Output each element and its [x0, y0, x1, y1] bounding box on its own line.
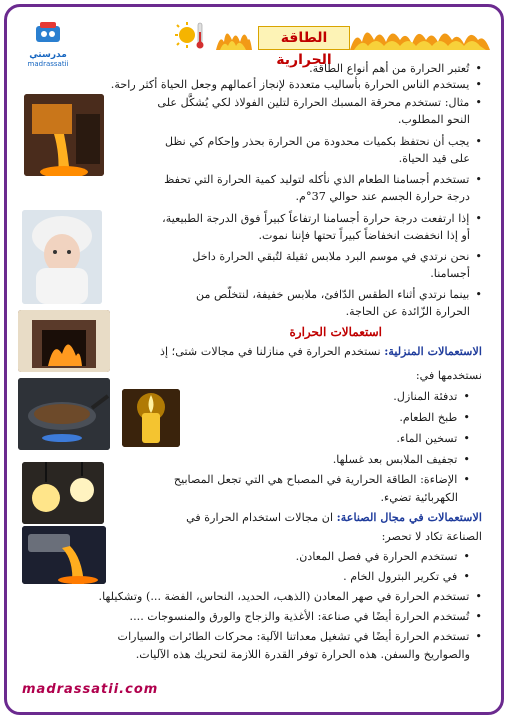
section-title: استعمالات الحرارة [289, 325, 382, 339]
cooking-pan-image [18, 378, 110, 450]
text-line: • نحن نرتدي في موسم البرد ملابس ثقيلة لتُبقي الحرارة داخل [192, 249, 482, 264]
logo-icon [30, 20, 66, 46]
text-line: الصناعة تكاد لا تحصر: [381, 530, 482, 543]
text-line: نستخدمها في: [415, 369, 482, 382]
logo-text: مدرستي [29, 50, 67, 60]
text-line: • تُعتبر الحرارة من أهم أنواع الطاقة. [309, 61, 482, 76]
list-item: • تستخدم الحرارة أيضًا في تشغيل معداتنا الآلية: محركات الطائرات والسيارات [118, 629, 482, 644]
list-item: • تسخين الماء. [396, 431, 470, 446]
page-title: الطاقة الحرارية [258, 26, 350, 50]
text-line: • إذا ارتفعت درجة حرارة أجسامنا ارتفاعاً كبيراً فوق الدرجة الطبيعية، [162, 211, 482, 226]
text-line: • بينما نرتدي أثناء الطقس الدّافئ، ملابس خفيفة، لنتخلّص من [196, 287, 482, 302]
fireplace-image [18, 310, 110, 372]
list-item: • تستخدم الحرارة في صهر المعادن (الذهب، الحديد، النحاس، الفضة ...) وتشكيلها. [99, 589, 482, 604]
list-item: الكهربائية تضيء. [380, 491, 458, 504]
text-line: • يجب أن نحتفظ بكميات محدودة من الحرارة بحذر وإحكام كي نظل [165, 134, 482, 149]
text-line: أجسامنا. [430, 267, 470, 280]
light-bulbs-image [22, 462, 104, 524]
text-line: النحو المطلوب. [397, 113, 470, 126]
foundry-image [24, 94, 104, 176]
text-line: • تستخدم أجسامنا الطعام الذي نأكله لتوليد كمية الحرارة التي تحفظ [164, 172, 482, 187]
text-line: • مثال: تستخدم محرقة المسبك الحرارة لتلين الفولاذ لكي يُشكَّل على [157, 95, 482, 110]
text-line: على قيد الحياة. [398, 152, 470, 165]
text-line: الاستعمالات في مجال الصناعة: ان مجالات استخدام الحرارة في [186, 510, 482, 524]
text-line: الاستعمالات المنزلية: نستخدم الحرارة في منازلنا في مجالات شتى؛ إذ [160, 344, 482, 358]
winter-girl-image [22, 210, 102, 304]
sun-thermometer-icon [174, 20, 206, 52]
list-item: • تجفيف الملابس بعد غسلها. [333, 452, 470, 467]
text-line: أو إذا انخفضت انخفاضاً كبيراً تحتها فإننا نموت. [258, 229, 470, 242]
logo-subtext: madrassatii [27, 60, 69, 68]
list-item: • في تكرير البترول الخام . [343, 569, 470, 584]
list-item: • تدفئة المنازل. [393, 389, 470, 404]
header [14, 20, 490, 68]
candle-image [122, 389, 180, 447]
text-line: الحرارة الزّائدة عن الحاجة. [345, 305, 470, 318]
text-line: درجة حرارة الجسم عند حوالي 37°م. [295, 190, 470, 203]
list-item: • تُستخدم الحرارة أيضًا في صناعة: الأغذية والزجاج والورق والمنسوجات .... [130, 609, 482, 624]
footer-website[interactable]: madrassatii.com [22, 682, 159, 697]
flames-icon [350, 22, 490, 50]
flames-icon [214, 22, 254, 50]
site-logo [22, 20, 74, 72]
list-item: والصواريخ والسفن. هذه الحرارة توفر القدرة اللازمة لتحريك هذه الآليات. [135, 648, 470, 661]
molten-metal-image [22, 526, 106, 584]
list-item: • الإضاءة: الطاقة الحرارية في المصباح هي التي تجعل المصابيح [174, 472, 470, 487]
text-line: • يستخدم الناس الحرارة بأساليب متعددة لإنجاز أعمالهم وجعل الحياة أكثر راحة. [111, 77, 482, 92]
list-item: • تستخدم الحرارة في فصل المعادن. [296, 549, 470, 564]
list-item: • طبخ الطعام. [399, 410, 470, 425]
